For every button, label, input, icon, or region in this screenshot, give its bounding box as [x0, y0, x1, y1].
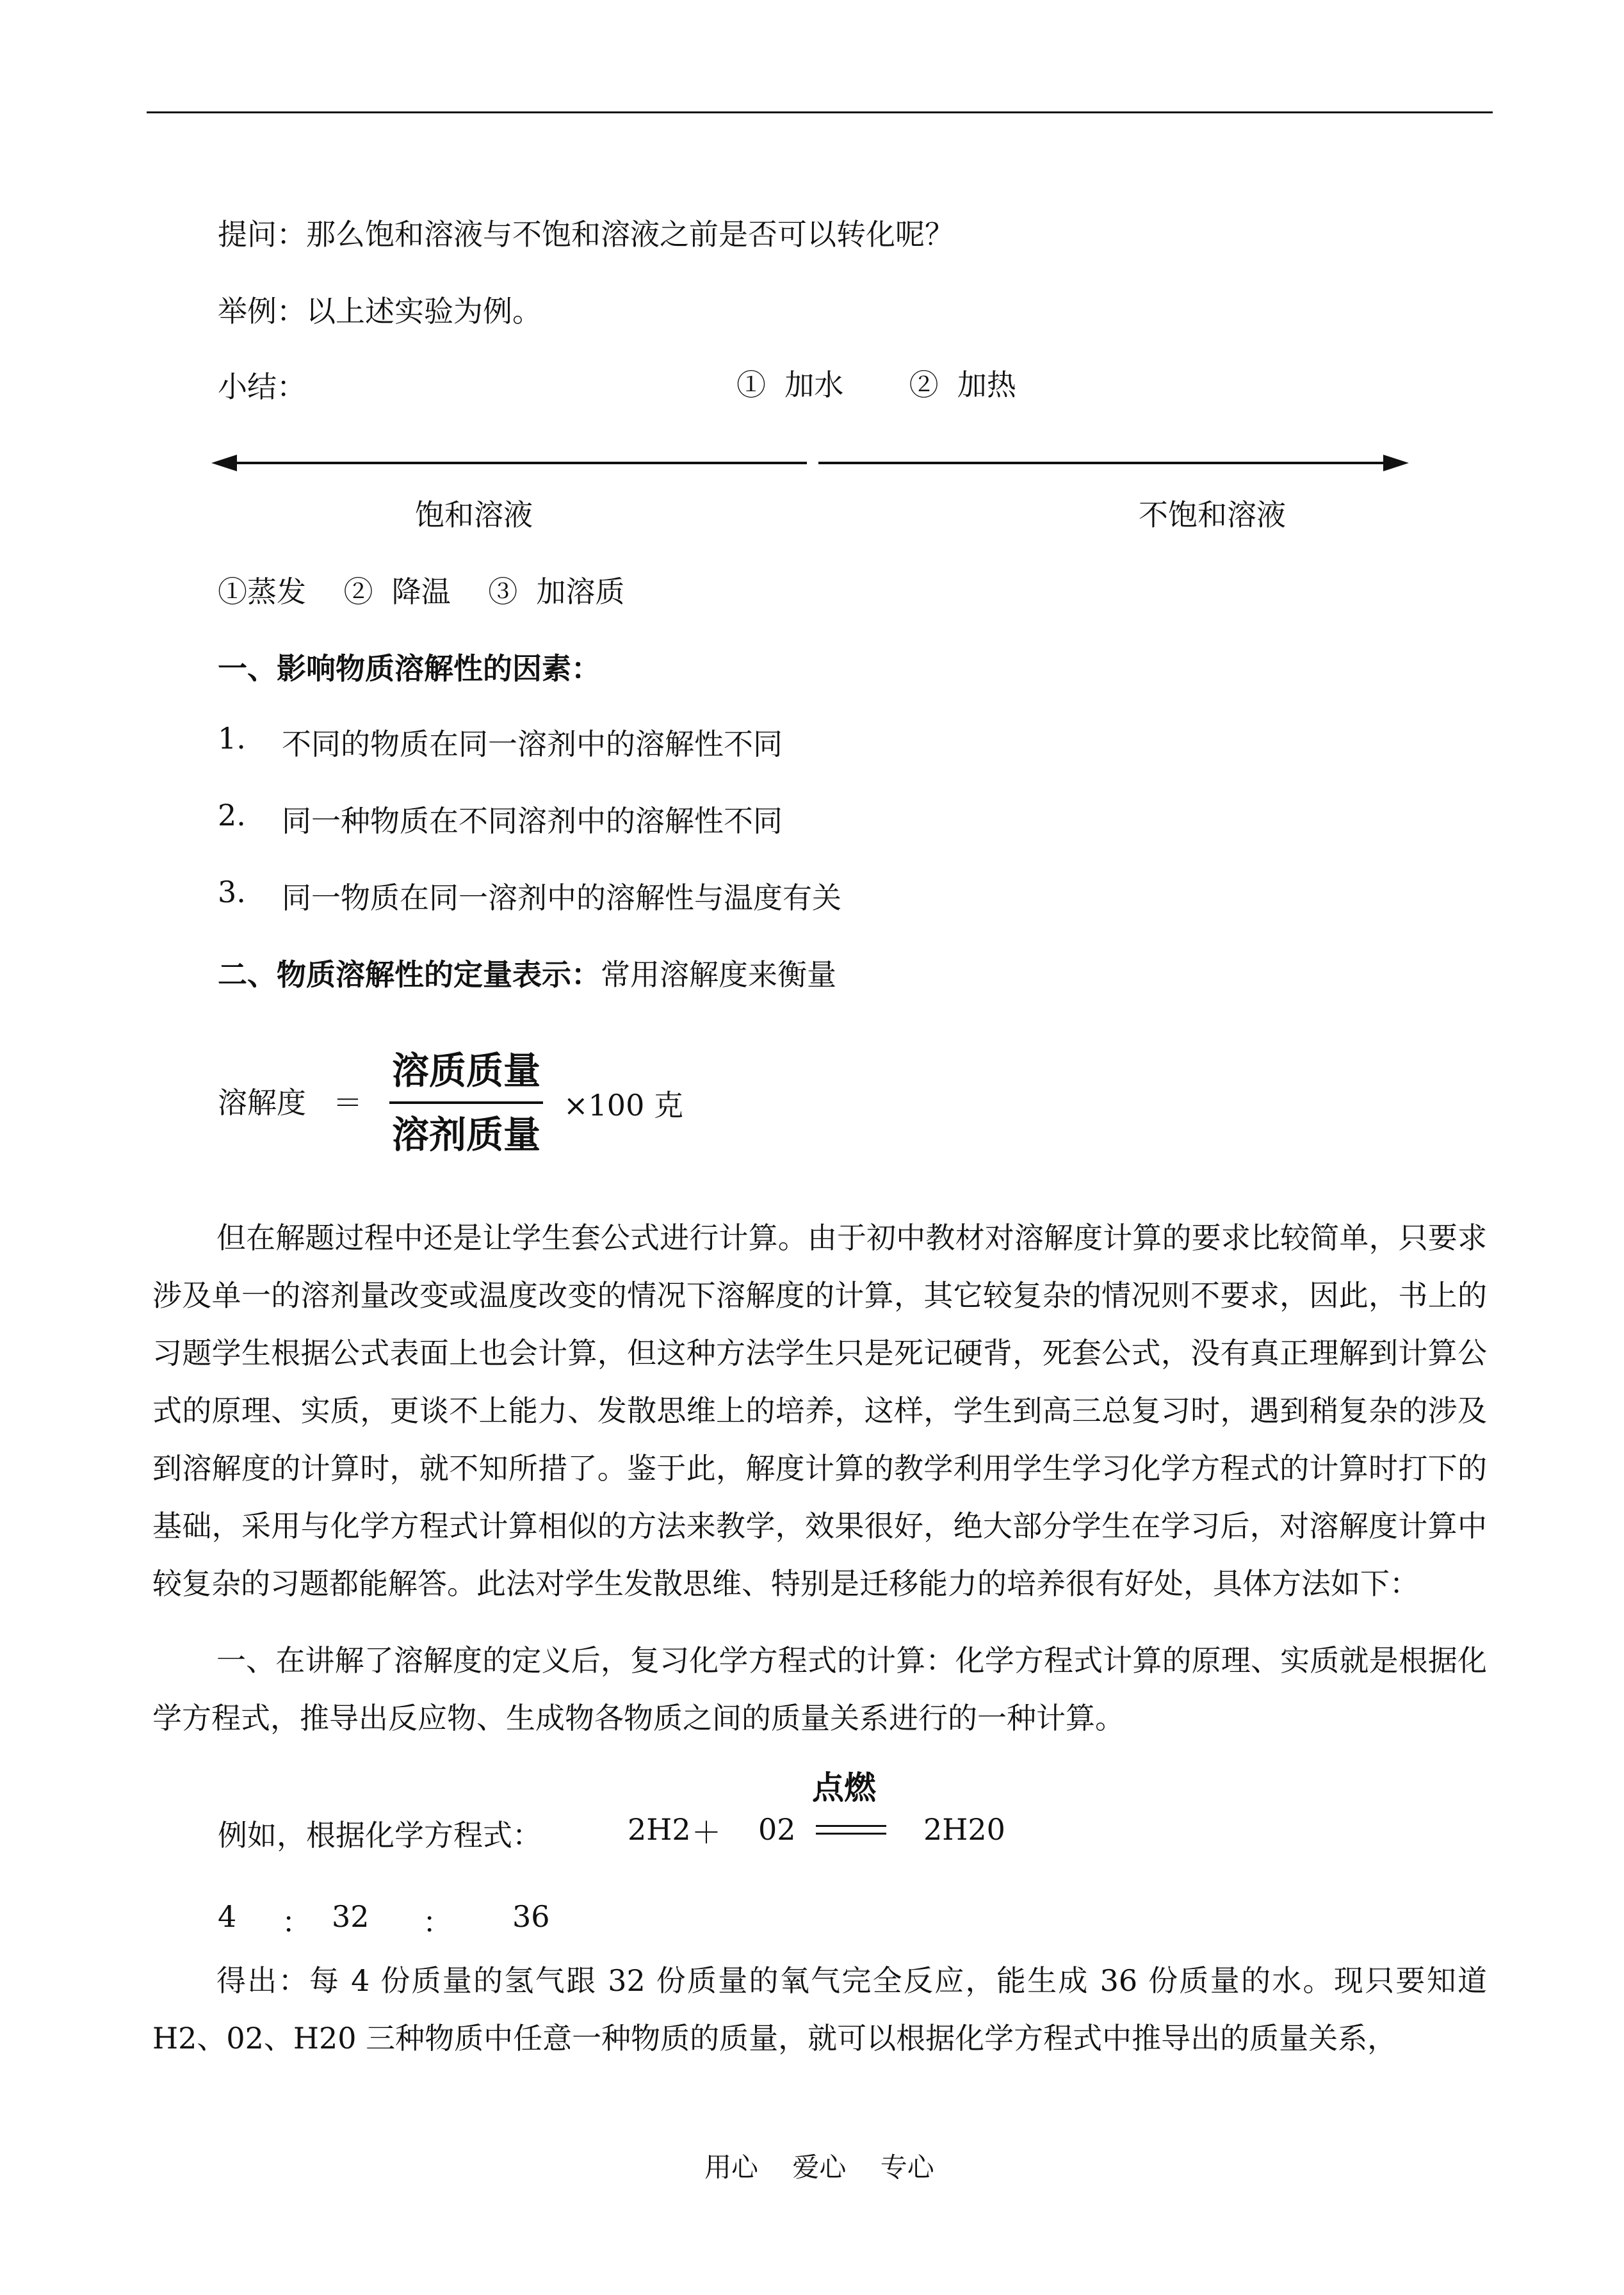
unsaturated-solution-label: 不饱和溶液	[1139, 498, 1286, 532]
example-line: 举例：以上述实验为例。	[218, 294, 542, 328]
equation-intro: 例如，根据化学方程式：	[218, 1818, 542, 1853]
arrow-left-head	[211, 455, 237, 471]
paragraph-1: 但在解题过程中还是让学生套公式进行计算。由于初中教材对溶解度计算的要求比较简单，只要求涉及单一的溶剂量改变或温度改变的情况下溶解度的计算，其它较复杂的情况则不要求，因此，书上的习题学生根据公式表面上也会计算，但这种方法学生只是死记硬背，死套公式，没有真正理解到计算公式的原理、实质，更谈不上能力、发散思维上的培养，这样，学生到高三总复习时，遇到稍复杂的涉及到溶解度的计算时，就不知所措了。鉴于此，解度计算的教学利用学生学习化学方程式的计算时打下的基础，采用与化学方程式计算相似的方法来教学，效果很好，绝大部分学生在学习后，对溶解度计算中较复杂的习题都能解答。此法对学生发散思维、特别是迁移能力的培养很有好处，具体方法如下：	[152, 1220, 1487, 1601]
ratio-separator: ：	[423, 1905, 452, 1940]
fraction-bar	[389, 1101, 543, 1104]
list-item-number: 1.	[218, 721, 246, 756]
summary-label: 小结：	[218, 369, 306, 404]
section2-line	[218, 952, 836, 994]
list-item-text: 不同的物质在同一溶剂中的溶解性不同	[282, 727, 783, 761]
formula-fraction	[389, 1045, 543, 1160]
equation-product: 2H20	[923, 1812, 1005, 1847]
question-line: 提问：那么饱和溶液与不饱和溶液之前是否可以转化呢？	[218, 217, 954, 252]
list-item-number: 3.	[218, 875, 246, 909]
section2-tail: 常用溶解度来衡量	[601, 957, 836, 992]
section2-heading: 二、物质溶解性的定量表示：	[218, 957, 601, 992]
paragraph-2: 一、在讲解了溶解度的定义后，复习化学方程式的计算：化学方程式计算的原理、实质就是根据化学方程式，推导出反应物、生成物各物质之间的质量关系进行的一种计算。	[152, 1643, 1487, 1735]
ratio-h2: 4	[218, 1899, 237, 1934]
arrow-right-head	[1383, 455, 1409, 471]
paragraph-3: 得出：每 4 份质量的氢气跟 32 份质量的氧气完全反应，能生成 36 份质量的水。现只要知道 H2、02、H20 三种物质中任意一种物质的质量，就可以根据化学方程式中推导出的质量关系，	[152, 1963, 1487, 2056]
equation-reactant-h2: 2H2	[628, 1812, 691, 1847]
section1-heading: 一、影响物质溶解性的因素：	[218, 651, 601, 686]
formula-equals: ＝	[333, 1085, 362, 1120]
formula-multiplier: ×100 克	[564, 1088, 683, 1123]
equation-plus: ＋	[692, 1815, 721, 1850]
header-rule	[147, 111, 1493, 113]
list-item-text: 同一种物质在不同溶剂中的溶解性不同	[282, 804, 783, 838]
list-item-number: 2.	[218, 798, 246, 832]
to-unsaturated-methods: ① 加水 ② 加热	[736, 368, 1016, 402]
conversion-arrows	[211, 448, 1415, 480]
equation-condition: 点燃	[812, 1769, 876, 1806]
formula-numerator: 溶质质量	[391, 1049, 540, 1092]
ratio-separator: ：	[282, 1905, 311, 1940]
to-saturated-methods: ①蒸发 ② 降温 ③ 加溶质	[218, 574, 625, 609]
page-footer: 用心 爱心 专心	[704, 2152, 934, 2183]
ratio-o2: 32	[332, 1899, 369, 1934]
formula-lhs: 溶解度	[218, 1085, 306, 1120]
list-item-text: 同一物质在同一溶剂中的溶解性与温度有关	[282, 880, 841, 915]
equation-double-line-top	[816, 1825, 886, 1827]
saturated-solution-label: 饱和溶液	[415, 498, 533, 532]
ratio-h2o: 36	[512, 1899, 550, 1934]
equation-reactant-o2: 02	[758, 1812, 796, 1847]
equation-double-line-bottom	[816, 1833, 886, 1835]
formula-denominator: 溶剂质量	[391, 1113, 540, 1156]
